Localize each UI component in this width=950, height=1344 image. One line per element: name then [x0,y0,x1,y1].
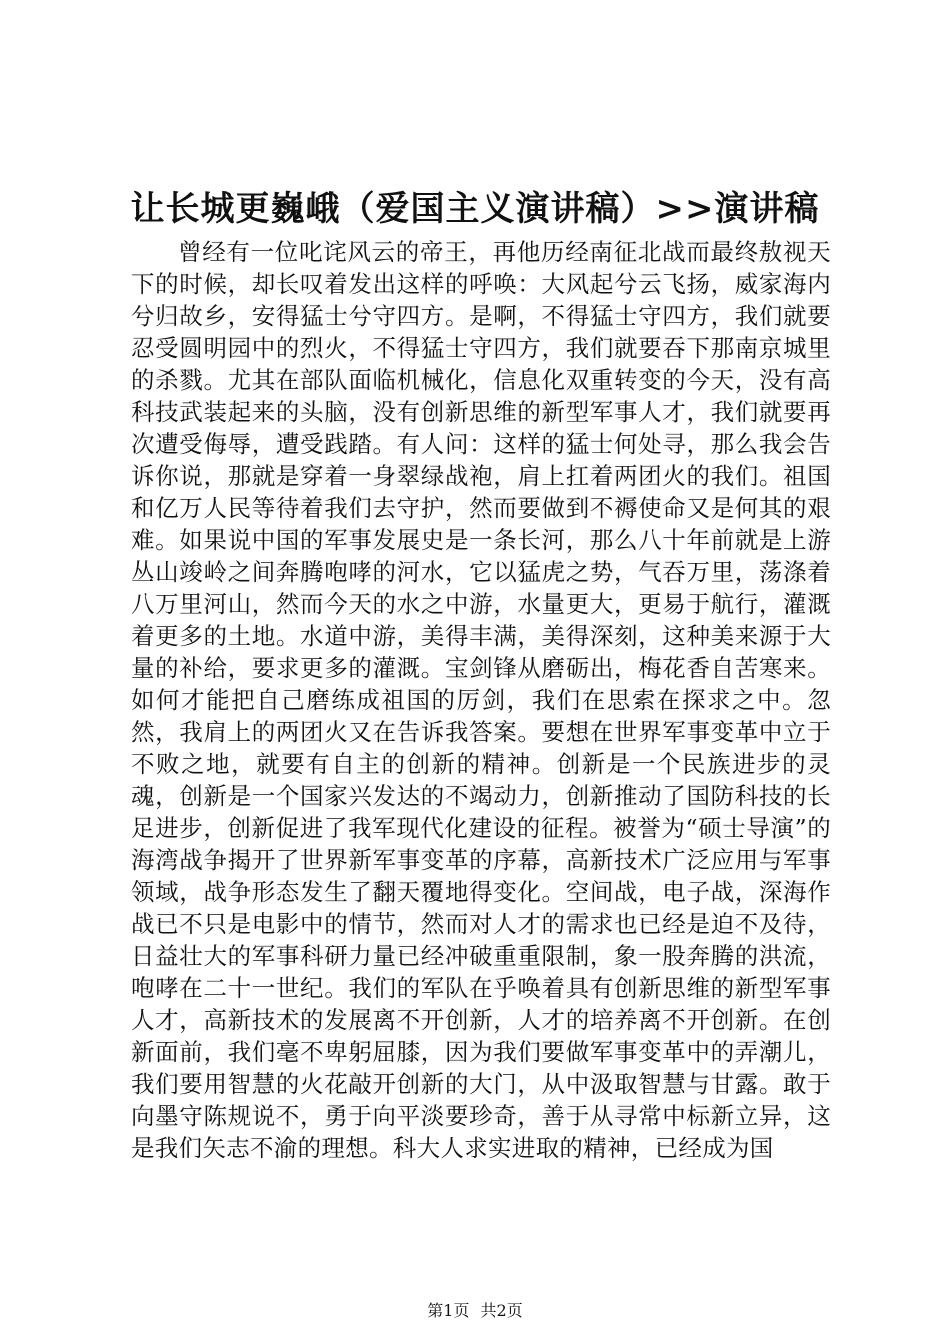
page-title: 让长城更巍峨（爱国主义演讲稿）>>演讲稿 [130,189,820,229]
body-paragraph: 曾经有一位叱诧风云的帝王，再他历经南征北战而最终敖视天下的时候，却长叹着发出这样的呼唤：大风起兮云飞扬，威家海内兮归故乡，安得猛士兮守四方。是啊，不得猛士守四方，我们就要忍受圆明园中的烈火，不得猛士守四方，我们就要吞下那南京城里的杀戮。尤其在部队面临机械化，信息化双重转变的今天，没有高科技武装起来的头脑，没有创新思维的新型军事人才，我们就要再次遭受侮辱，遭受践踏。有人问：这样的猛士何处寻，那么我会告诉你说，那就是穿着一身翠绿战袍，肩上扛着两团火的我们。祖国和亿万人民等待着我们去守护，然而要做到不褥使命又是何其的艰难。如果说中国的军事发展史是一条长河，那么八十年前就是上游丛山竣岭之间奔腾咆哮的河水，它以猛虎之势，气吞万里，荡涤着八万里河山，然而今天的水之中游，水量更大，更易于航行，灌溉着更多的土地。水道中游，美得丰满，美得深刻，这种美来源于大量的补给，要求更多的灌溉。宝剑锋从磨砺出，梅花香自苦寒来。如何才能把自己磨练成祖国的厉剑，我们在思索在探求之中。忽然，我肩上的两团火又在告诉我答案。要想在世界军事变革中立于不败之地，就要有自主的创新的精神。创新是一个民族进步的灵魂，创新是一个国家兴发达的不竭动力，创新推动了国防科技的长足进步，创新促进了我军现代化建设的征程。被誉为“硕士导演”的海湾战争揭开了世界新军事变革的序幕，高新技术广泛应用与军事领域，战争形态发生了翻天覆地得变化。空间战，电子战，深海作战已不只是电影中的情节，然而对人才的需求也已经是迫不及待，日益壮大的军事科研力量已经冲破重重限制，象一股奔腾的洪流，咆哮在二十一世纪。我们的军队在乎唤着具有创新思维的新型军事人才，高新技术的发展离不开创新，人才的培养离不开创新。在创新面前，我们毫不卑躬屈膝，因为我们要做军事变革中的弄潮儿，我们要用智慧的火花敲开创新的大门，从中汲取智慧与甘露。敢于向墨守陈规说不，勇于向平淡要珍奇，善于从寻常中标新立异，这是我们矢志不渝的理想。科大人求实进取的精神，已经成为国 [131,238,831,1162]
page-footer [0,1300,950,1322]
page-total: 共2页 [480,1301,523,1320]
page-number: 第1页 [427,1301,470,1320]
